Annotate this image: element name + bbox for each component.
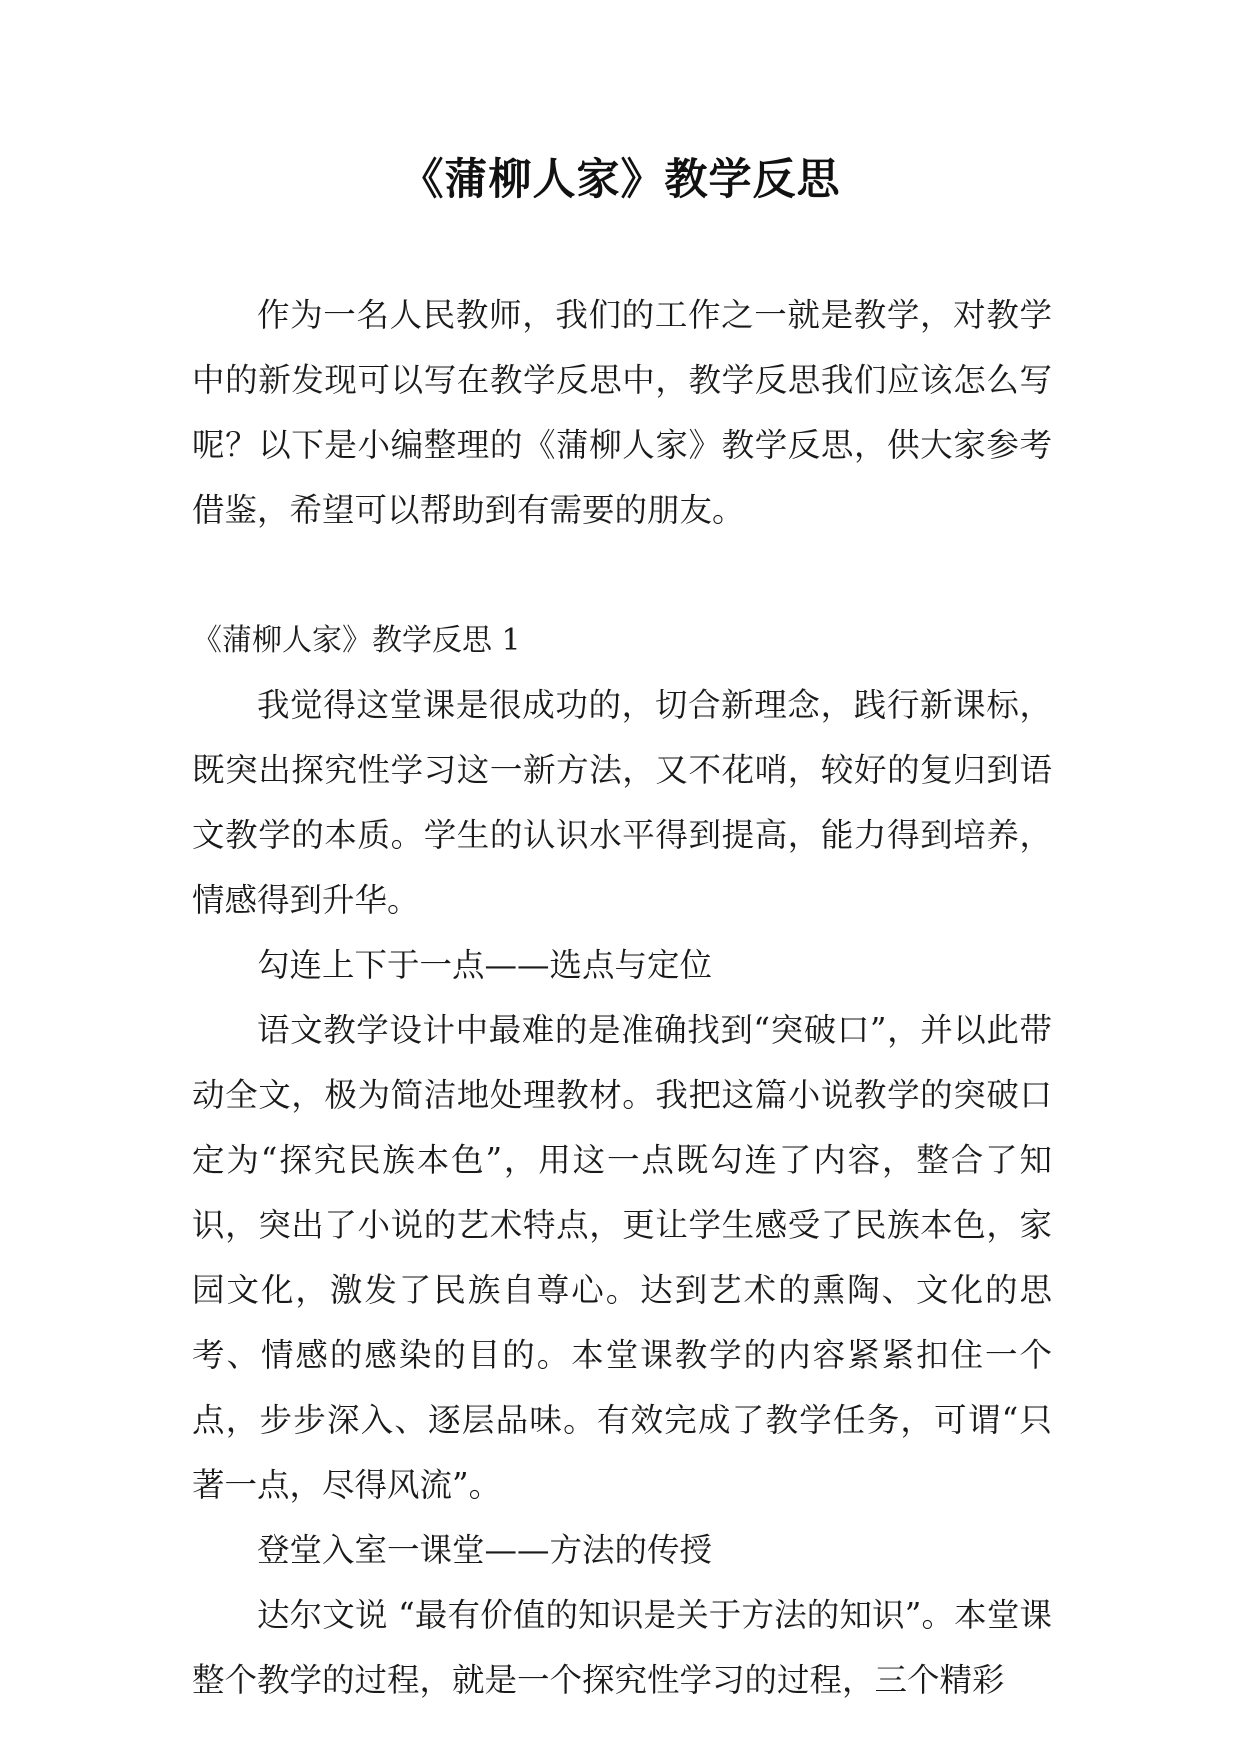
subheading-paragraph: 勾连上下于一点——选点与定位	[257, 946, 713, 984]
body-paragraph: 我觉得这堂课是很成功的，切合新理念，践行新课标，既突出探究性学习这一新方法，又不花哨，较好的复归到语文教学的本质。学生的认识水平得到提高，能力得到培养，情感得到升华。	[192, 686, 1052, 919]
paragraph-gap	[192, 543, 1052, 608]
document-title: 《蒲柳人家》教学反思	[400, 155, 841, 205]
document-body	[192, 283, 1052, 1713]
section-heading: 《蒲柳人家》教学反思 1	[192, 623, 521, 658]
body-paragraph: 语文教学设计中最难的是准确找到“突破口”，并以此带动全文，极为简洁地处理教材。我把这篇小说教学的突破口定为“探究民族本色”，用这一点既勾连了内容，整合了知识，突出了小说的艺术特点，更让学生感受了民族本色，家园文化，激发了民族自尊心。达到艺术的熏陶、文化的思考、情感的感染的目的。本堂课教学的内容紧紧扣住一个点，步步深入、逐层品味。有效完成了教学任务，可谓“只著一点，尽得风流”。	[192, 1011, 1052, 1504]
subheading-paragraph: 登堂入室一课堂——方法的传授	[257, 1531, 713, 1569]
body-paragraph: 达尔文说 “最有价值的知识是关于方法的知识”。本堂课整个教学的过程，就是一个探究性学习的过程，三个精彩	[192, 1596, 1052, 1699]
intro-paragraph: 作为一名人民教师，我们的工作之一就是教学，对教学中的新发现可以写在教学反思中，教学反思我们应该怎么写呢？以下是小编整理的《蒲柳人家》教学反思，供大家参考借鉴，希望可以帮助到有需要的朋友。	[192, 296, 1052, 529]
